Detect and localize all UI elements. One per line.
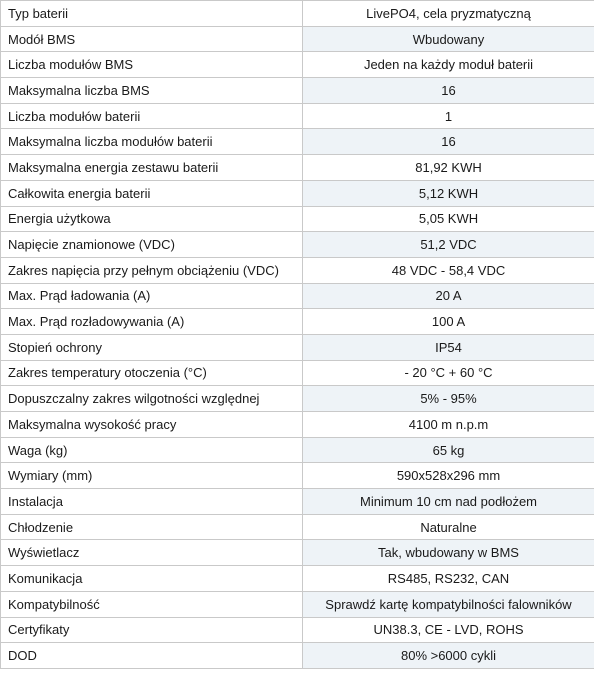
spec-label: Komunikacja xyxy=(1,566,303,592)
spec-value: 81,92 KWH xyxy=(303,155,594,181)
spec-label: Maksymalna wysokość pracy xyxy=(1,412,303,438)
spec-value: 16 xyxy=(303,129,594,155)
table-row xyxy=(1,155,594,181)
spec-value: 80% >6000 cykli xyxy=(303,643,594,669)
spec-label: Energia użytkowa xyxy=(1,206,303,232)
spec-value: Jeden na każdy moduł baterii xyxy=(303,52,594,78)
spec-label: Maksymalna liczba modułów baterii xyxy=(1,129,303,155)
spec-value: 100 A xyxy=(303,309,594,335)
spec-value: IP54 xyxy=(303,334,594,360)
spec-label: Waga (kg) xyxy=(1,437,303,463)
table-row xyxy=(1,1,594,27)
table-row xyxy=(1,643,594,669)
spec-label: Chłodzenie xyxy=(1,514,303,540)
spec-label: Kompatybilność xyxy=(1,591,303,617)
spec-label: Wyświetlacz xyxy=(1,540,303,566)
table-row xyxy=(1,26,594,52)
spec-label: Wymiary (mm) xyxy=(1,463,303,489)
spec-value: 5,12 KWH xyxy=(303,180,594,206)
spec-label: Certyfikaty xyxy=(1,617,303,643)
table-row xyxy=(1,257,594,283)
table-row xyxy=(1,103,594,129)
spec-value: 5% - 95% xyxy=(303,386,594,412)
spec-value: 590x528x296 mm xyxy=(303,463,594,489)
spec-value: RS485, RS232, CAN xyxy=(303,566,594,592)
spec-value: 1 xyxy=(303,103,594,129)
spec-label: Liczba modułów BMS xyxy=(1,52,303,78)
spec-value: Wbudowany xyxy=(303,26,594,52)
table-row xyxy=(1,309,594,335)
spec-label: Max. Prąd rozładowywania (A) xyxy=(1,309,303,335)
table-row xyxy=(1,129,594,155)
spec-label: Zakres temperatury otoczenia (°C) xyxy=(1,360,303,386)
spec-value: LivePO4, cela pryzmatyczną xyxy=(303,1,594,27)
spec-label: Typ baterii xyxy=(1,1,303,27)
spec-label: Napięcie znamionowe (VDC) xyxy=(1,232,303,258)
spec-value: - 20 °C + 60 °C xyxy=(303,360,594,386)
table-row xyxy=(1,283,594,309)
spec-value: 51,2 VDC xyxy=(303,232,594,258)
spec-label: Instalacja xyxy=(1,489,303,515)
spec-value: Sprawdź kartę kompatybilności falowników xyxy=(303,591,594,617)
spec-label: Maksymalna energia zestawu baterii xyxy=(1,155,303,181)
table-row xyxy=(1,437,594,463)
spec-label: Dopuszczalny zakres wilgotności względnej xyxy=(1,386,303,412)
table-row xyxy=(1,52,594,78)
table-row xyxy=(1,489,594,515)
spec-value: 16 xyxy=(303,78,594,104)
spec-value: Tak, wbudowany w BMS xyxy=(303,540,594,566)
table-row xyxy=(1,566,594,592)
table-row xyxy=(1,540,594,566)
spec-label: Liczba modułów baterii xyxy=(1,103,303,129)
table-row xyxy=(1,514,594,540)
table-row xyxy=(1,180,594,206)
table-row xyxy=(1,206,594,232)
spec-label: Stopień ochrony xyxy=(1,334,303,360)
spec-label: Zakres napięcia przy pełnym obciążeniu (VDC) xyxy=(1,257,303,283)
table-row xyxy=(1,412,594,438)
spec-value: Minimum 10 cm nad podłożem xyxy=(303,489,594,515)
table-row xyxy=(1,386,594,412)
table-row xyxy=(1,617,594,643)
spec-value: 48 VDC - 58,4 VDC xyxy=(303,257,594,283)
table-row xyxy=(1,334,594,360)
spec-label: Maksymalna liczba BMS xyxy=(1,78,303,104)
table-row xyxy=(1,78,594,104)
spec-value: 4100 m n.p.m xyxy=(303,412,594,438)
spec-value: 65 kg xyxy=(303,437,594,463)
spec-label: DOD xyxy=(1,643,303,669)
spec-table-body xyxy=(1,1,594,669)
spec-value: UN38.3, CE - LVD, ROHS xyxy=(303,617,594,643)
table-row xyxy=(1,463,594,489)
spec-label: Modół BMS xyxy=(1,26,303,52)
table-row xyxy=(1,360,594,386)
spec-value: 5,05 KWH xyxy=(303,206,594,232)
table-row xyxy=(1,232,594,258)
spec-value: 20 A xyxy=(303,283,594,309)
table-row xyxy=(1,591,594,617)
spec-value: Naturalne xyxy=(303,514,594,540)
spec-label: Całkowita energia baterii xyxy=(1,180,303,206)
spec-label: Max. Prąd ładowania (A) xyxy=(1,283,303,309)
